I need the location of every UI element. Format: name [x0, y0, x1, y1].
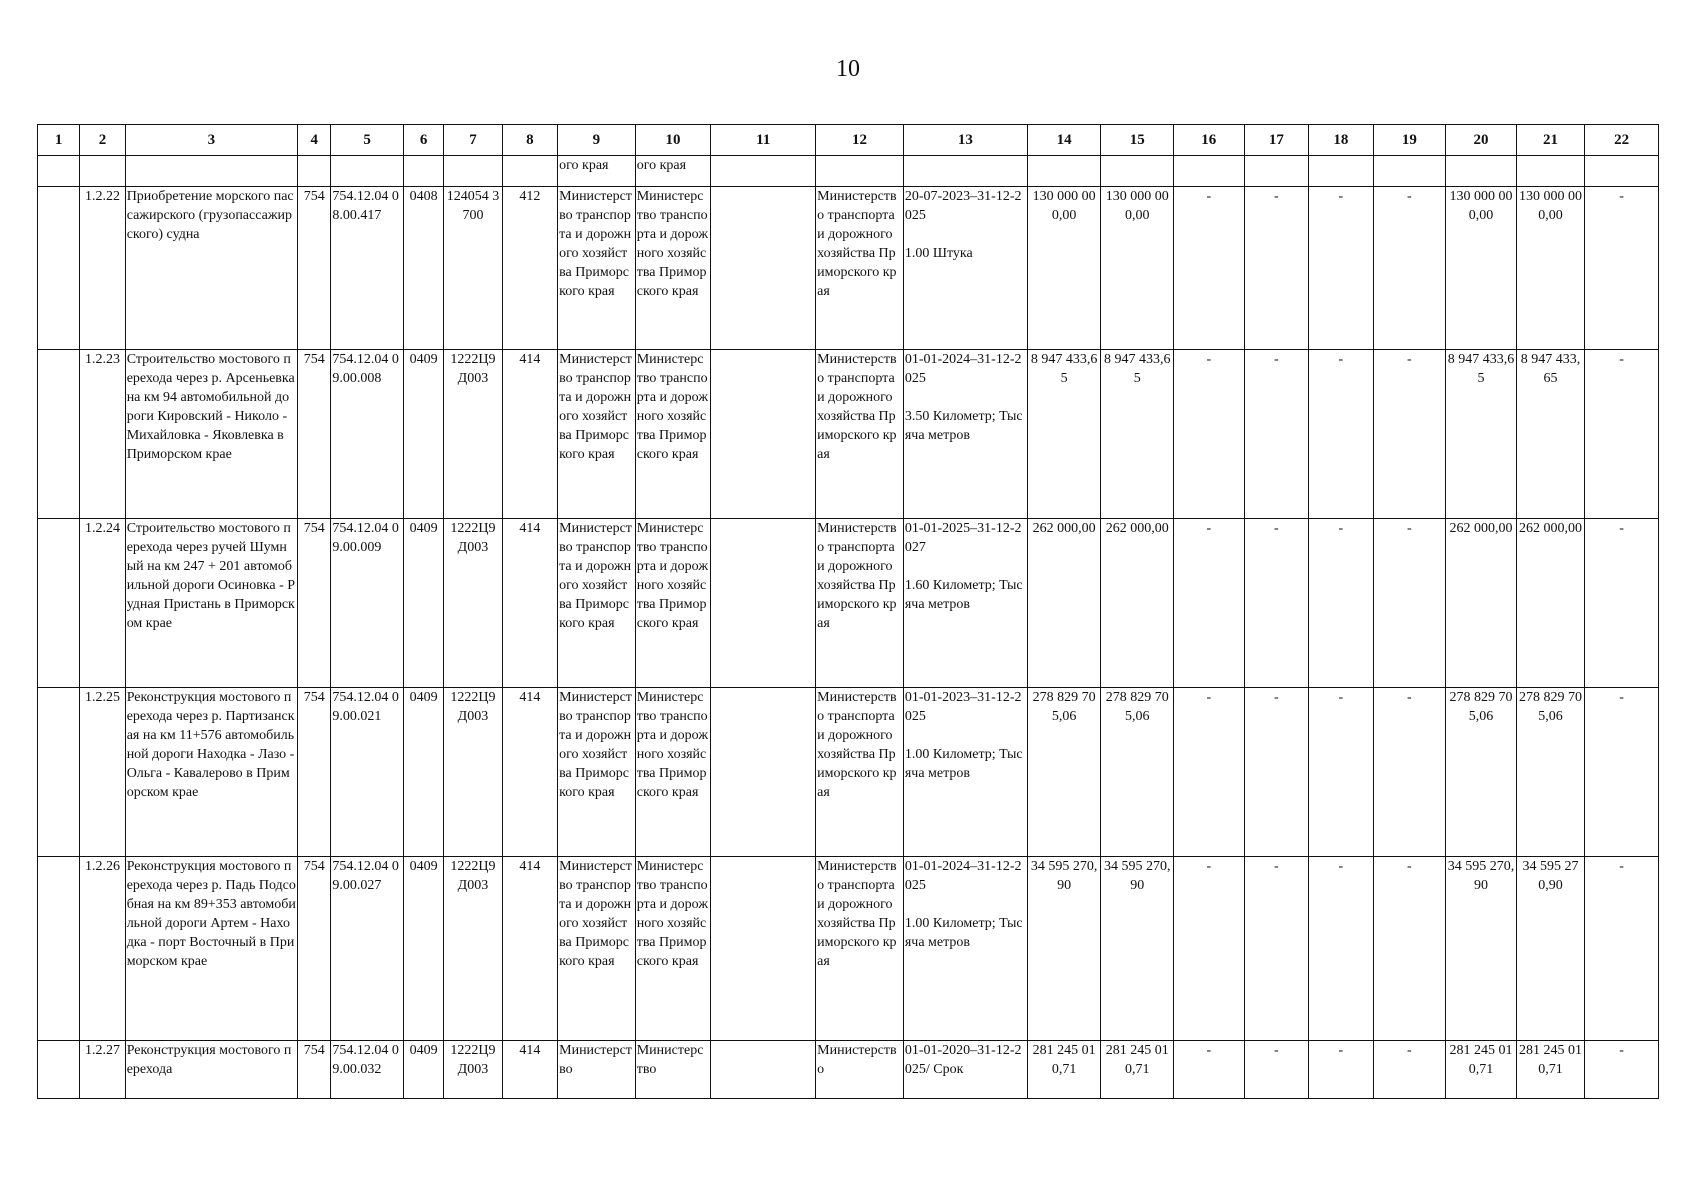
project-code: 754.12.04 09.00.021: [331, 688, 404, 857]
col-header: 8: [502, 125, 557, 156]
col-header: 15: [1101, 125, 1174, 156]
project-code: 754.12.04 08.00.417: [331, 187, 404, 350]
project-code: 754.12.04 09.00.032: [331, 1041, 404, 1099]
section-code: 0409: [403, 519, 443, 688]
table-row: [38, 519, 1659, 688]
amount-col-20: 262 000,00: [1446, 519, 1517, 688]
budget-recipient: Министерство транспорта и дорожного хозяйства Приморского края: [635, 350, 711, 519]
customer: Министерство: [816, 1041, 904, 1099]
col-header: 13: [903, 125, 1027, 156]
responsible-executor: Министерство транспорта и дорожного хозяйства Приморского края: [558, 857, 636, 1041]
amount-col-16: -: [1174, 350, 1245, 519]
amount-col-18: -: [1309, 187, 1374, 350]
col-header: 14: [1027, 125, 1101, 156]
ministry-code: 754: [298, 1041, 331, 1099]
responsible-executor: Министерство транспорта и дорожного хозяйства Приморского края: [558, 519, 636, 688]
col-header: 4: [298, 125, 331, 156]
amount-col-21: 281 245 010,71: [1516, 1041, 1585, 1099]
table-row: [38, 1041, 1659, 1099]
col-header: 21: [1516, 125, 1585, 156]
responsible-executor: Министерство: [558, 1041, 636, 1099]
col-header: 9: [558, 125, 636, 156]
amount-col-15: 8 947 433,65: [1101, 350, 1174, 519]
amount-col-16: -: [1174, 688, 1245, 857]
amount-col-19: -: [1373, 187, 1446, 350]
budget-recipient: Министерство транспорта и дорожного хозяйства Приморского края: [635, 187, 711, 350]
amount-col-19: -: [1373, 350, 1446, 519]
budget-recipient: Министерство: [635, 1041, 711, 1099]
section-code: 0408: [403, 187, 443, 350]
ministry-code: 754: [298, 519, 331, 688]
expense-type: 414: [502, 1041, 557, 1099]
col-header: 19: [1373, 125, 1446, 156]
customer: Министерство транспорта и дорожного хозяйства Приморского края: [816, 187, 904, 350]
row-number: 1.2.23: [80, 350, 125, 519]
period: 01-01-2023–31-12-2025: [904, 690, 1022, 724]
continuation-cell: ого края: [558, 156, 636, 187]
expense-type: 412: [502, 187, 557, 350]
capacity: 3.50 Километр; Тысяча метров: [904, 409, 1023, 443]
amount-col-16: -: [1174, 857, 1245, 1041]
period-and-capacity: [903, 857, 1027, 1041]
customer: Министерство транспорта и дорожного хозяйства Приморского края: [816, 688, 904, 857]
amount-col-19: -: [1373, 519, 1446, 688]
event-name: Строительство мостового перехода через р. Арсеньевка на км 94 автомобильной дороги Кировский - Николо - Михайловка - Яковлевка в Приморском крае: [125, 350, 297, 519]
period: 01-01-2020–31-12-2025/ Срок: [904, 1043, 1022, 1077]
amount-col-21: 34 595 270,90: [1516, 857, 1585, 1041]
table-row: [38, 187, 1659, 350]
col-header: 18: [1309, 125, 1374, 156]
period: 01-01-2024–31-12-2025: [904, 352, 1022, 386]
col-header: 22: [1585, 125, 1659, 156]
target-code: 124054 3700: [444, 187, 502, 350]
col-header: 5: [331, 125, 404, 156]
event-name: Реконструкция мостового перехода: [125, 1041, 297, 1099]
amount-col-21: 262 000,00: [1516, 519, 1585, 688]
amount-col-20: 130 000 000,00: [1446, 187, 1517, 350]
column-11: [711, 857, 816, 1041]
period-and-capacity: [903, 688, 1027, 857]
event-name: Приобретение морского пассажирского (грузопассажирского) судна: [125, 187, 297, 350]
row-number: 1.2.27: [80, 1041, 125, 1099]
capacity: 1.00 Километр; Тысяча метров: [904, 747, 1023, 781]
section-code: 0409: [403, 1041, 443, 1099]
continuation-row: [38, 156, 1659, 187]
section-code: 0409: [403, 857, 443, 1041]
amount-col-21: 130 000 000,00: [1516, 187, 1585, 350]
page-number: 10: [836, 56, 860, 82]
amount-col-22: -: [1585, 1041, 1659, 1099]
col-header: 16: [1174, 125, 1245, 156]
col-header: 20: [1446, 125, 1517, 156]
amount-col-22: -: [1585, 519, 1659, 688]
amount-col-18: -: [1309, 519, 1374, 688]
col-header: 7: [444, 125, 502, 156]
amount-col-17: -: [1244, 857, 1309, 1041]
section-code: 0409: [403, 350, 443, 519]
column-number-row: [38, 125, 1659, 156]
program-table: [37, 124, 1659, 1099]
amount-col-14: 34 595 270,90: [1027, 857, 1101, 1041]
amount-col-18: -: [1309, 857, 1374, 1041]
period-and-capacity: [903, 519, 1027, 688]
amount-col-14: 281 245 010,71: [1027, 1041, 1101, 1099]
continuation-cell: ого края: [635, 156, 711, 187]
ministry-code: 754: [298, 857, 331, 1041]
amount-col-19: -: [1373, 688, 1446, 857]
period: 01-01-2025–31-12-2027: [904, 521, 1022, 555]
amount-col-15: 130 000 000,00: [1101, 187, 1174, 350]
period-and-capacity: [903, 1041, 1027, 1099]
row-number: 1.2.24: [80, 519, 125, 688]
col-header: 17: [1244, 125, 1309, 156]
amount-col-21: 8 947 433,65: [1516, 350, 1585, 519]
amount-col-20: 8 947 433,65: [1446, 350, 1517, 519]
period-and-capacity: [903, 187, 1027, 350]
target-code: 1222Ц9 Д003: [444, 1041, 502, 1099]
period: 20-07-2023–31-12-2025: [904, 189, 1022, 223]
amount-col-16: -: [1174, 1041, 1245, 1099]
customer: Министерство транспорта и дорожного хозяйства Приморского края: [816, 857, 904, 1041]
col-header: 3: [125, 125, 297, 156]
row-number: 1.2.25: [80, 688, 125, 857]
budget-recipient: Министерство транспорта и дорожного хозяйства Приморского края: [635, 857, 711, 1041]
column-11: [711, 1041, 816, 1099]
capacity: 1.00 Штука: [904, 246, 973, 261]
ministry-code: 754: [298, 688, 331, 857]
event-name: Строительство мостового перехода через ручей Шумный на км 247 + 201 автомобильной дороги Осиновка - Рудная Пристань в Приморском крае: [125, 519, 297, 688]
customer: Министерство транспорта и дорожного хозяйства Приморского края: [816, 519, 904, 688]
amount-col-14: 278 829 705,06: [1027, 688, 1101, 857]
responsible-executor: Министерство транспорта и дорожного хозяйства Приморского края: [558, 350, 636, 519]
amount-col-16: -: [1174, 187, 1245, 350]
customer: Министерство транспорта и дорожного хозяйства Приморского края: [816, 350, 904, 519]
amount-col-15: 281 245 010,71: [1101, 1041, 1174, 1099]
amount-col-22: -: [1585, 857, 1659, 1041]
row-number: 1.2.22: [80, 187, 125, 350]
budget-recipient: Министерство транспорта и дорожного хозяйства Приморского края: [635, 519, 711, 688]
amount-col-14: 8 947 433,65: [1027, 350, 1101, 519]
target-code: 1222Ц9 Д003: [444, 519, 502, 688]
col-header: 2: [80, 125, 125, 156]
ministry-code: 754: [298, 187, 331, 350]
column-11: [711, 519, 816, 688]
table-body: [38, 187, 1659, 1099]
amount-col-18: -: [1309, 1041, 1374, 1099]
event-name: Реконструкция мостового перехода через р. Падь Подсобная на км 89+353 автомобильной дороги Артем - Находка - порт Восточный в Приморском крае: [125, 857, 297, 1041]
expense-type: 414: [502, 688, 557, 857]
project-code: 754.12.04 09.00.009: [331, 519, 404, 688]
ministry-code: 754: [298, 350, 331, 519]
event-name: Реконструкция мостового перехода через р. Партизанская на км 11+576 автомобильной дороги Находка - Лазо - Ольга - Кавалерово в Приморском крае: [125, 688, 297, 857]
amount-col-19: -: [1373, 1041, 1446, 1099]
col-header: 1: [38, 125, 80, 156]
amount-col-14: 262 000,00: [1027, 519, 1101, 688]
amount-col-21: 278 829 705,06: [1516, 688, 1585, 857]
amount-col-19: -: [1373, 857, 1446, 1041]
amount-col-17: -: [1244, 519, 1309, 688]
amount-col-22: -: [1585, 688, 1659, 857]
amount-col-14: 130 000 000,00: [1027, 187, 1101, 350]
period: 01-01-2024–31-12-2025: [904, 859, 1022, 893]
amount-col-22: -: [1585, 350, 1659, 519]
expense-type: 414: [502, 350, 557, 519]
budget-recipient: Министерство транспорта и дорожного хозяйства Приморского края: [635, 688, 711, 857]
responsible-executor: Министерство транспорта и дорожного хозяйства Приморского края: [558, 688, 636, 857]
col-header: 11: [711, 125, 816, 156]
col-header: 12: [816, 125, 904, 156]
col-header: 10: [635, 125, 711, 156]
project-code: 754.12.04 09.00.008: [331, 350, 404, 519]
expense-type: 414: [502, 519, 557, 688]
amount-col-17: -: [1244, 1041, 1309, 1099]
amount-col-18: -: [1309, 688, 1374, 857]
amount-col-18: -: [1309, 350, 1374, 519]
amount-col-15: 34 595 270,90: [1101, 857, 1174, 1041]
expense-type: 414: [502, 857, 557, 1041]
amount-col-16: -: [1174, 519, 1245, 688]
project-code: 754.12.04 09.00.027: [331, 857, 404, 1041]
table-row: [38, 688, 1659, 857]
amount-col-15: 262 000,00: [1101, 519, 1174, 688]
table-row: [38, 857, 1659, 1041]
capacity: 1.60 Километр; Тысяча метров: [904, 578, 1023, 612]
amount-col-15: 278 829 705,06: [1101, 688, 1174, 857]
target-code: 1222Ц9 Д003: [444, 688, 502, 857]
column-11: [711, 688, 816, 857]
amount-col-20: 281 245 010,71: [1446, 1041, 1517, 1099]
target-code: 1222Ц9 Д003: [444, 857, 502, 1041]
amount-col-22: -: [1585, 187, 1659, 350]
amount-col-17: -: [1244, 350, 1309, 519]
target-code: 1222Ц9 Д003: [444, 350, 502, 519]
amount-col-17: -: [1244, 187, 1309, 350]
section-code: 0409: [403, 688, 443, 857]
amount-col-17: -: [1244, 688, 1309, 857]
column-11: [711, 187, 816, 350]
table-row: [38, 350, 1659, 519]
column-11: [711, 350, 816, 519]
responsible-executor: Министерство транспорта и дорожного хозяйства Приморского края: [558, 187, 636, 350]
col-header: 6: [403, 125, 443, 156]
row-number: 1.2.26: [80, 857, 125, 1041]
period-and-capacity: [903, 350, 1027, 519]
amount-col-20: 34 595 270,90: [1446, 857, 1517, 1041]
capacity: 1.00 Километр; Тысяча метров: [904, 916, 1023, 950]
amount-col-20: 278 829 705,06: [1446, 688, 1517, 857]
